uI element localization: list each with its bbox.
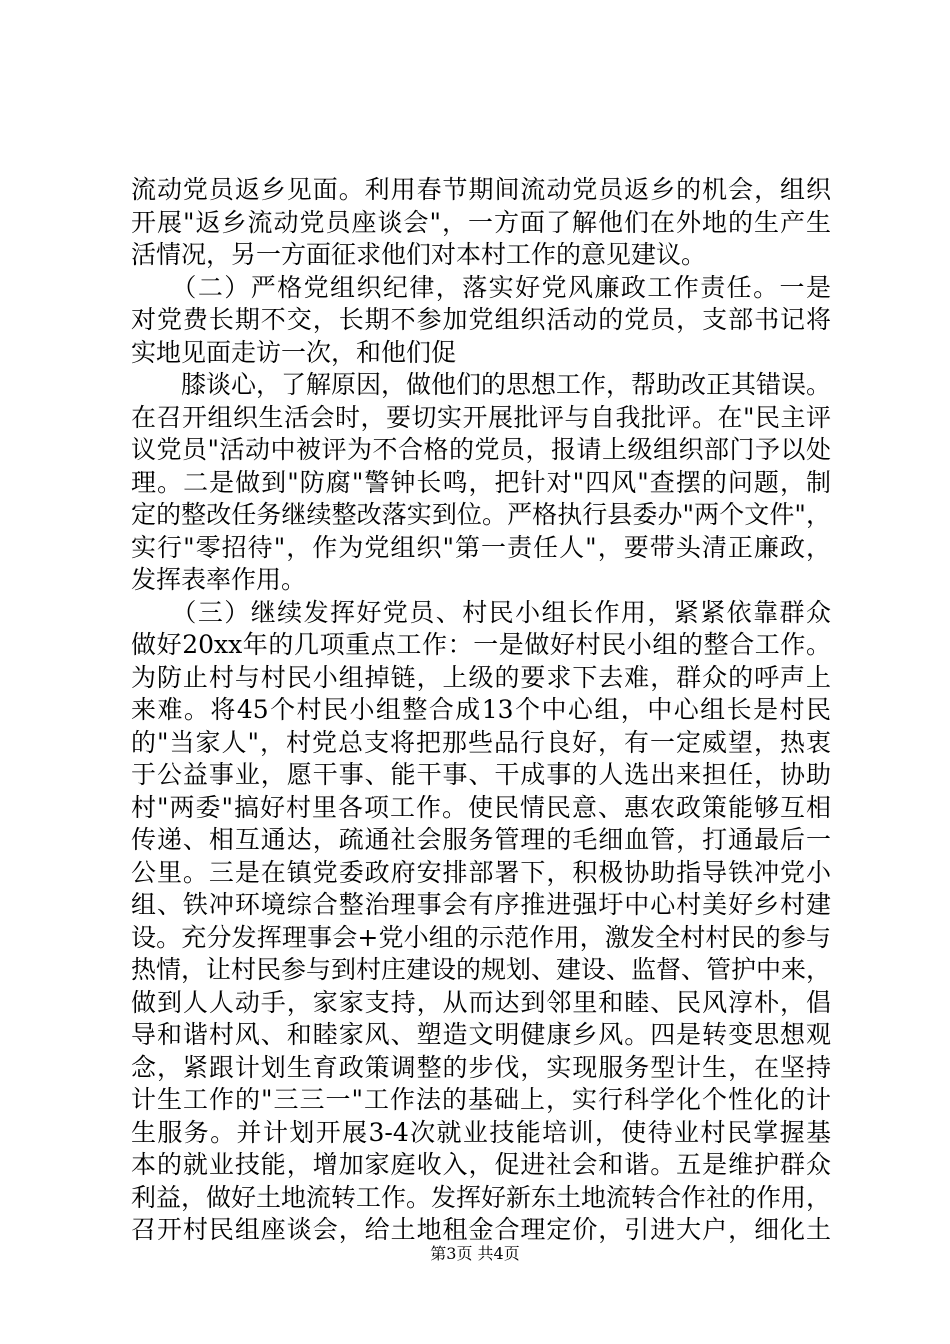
text-line: 在召开组织生活会时，要切实开展批评与自我批评。在"民主评 — [131, 402, 831, 432]
text-line: 为防止村与村民小组掉链，上级的要求下去难，群众的呼声上 — [131, 662, 831, 692]
text-line: 活情况，另一方面征求他们对本村工作的意见建议。 — [131, 240, 707, 269]
text-line: 来难。将45个村民小组整合成13个中心组，中心组长是村民 — [131, 695, 831, 724]
text-line: 公里。三是在镇党委政府安排部署下，积极协助指导铁冲党小 — [131, 857, 831, 887]
page-footer: 第3页 共4页 — [430, 1244, 520, 1263]
text-line: 理。二是做到"防腐"警钟长鸣，把针对"四风"查摆的问题，制 — [131, 467, 831, 497]
text-line: （三）继续发挥好党员、村民小组长作用，紧紧依靠群众 — [131, 597, 831, 627]
text-line: 于公益事业，愿干事、能干事、干成事的人选出来担任，协助 — [131, 760, 831, 789]
text-line: 组、铁冲环境综合整治理事会有序推进强圩中心村美好乡村建 — [131, 890, 831, 919]
text-line: 对党费长期不交，长期不参加党组织活动的党员，支部书记将 — [131, 305, 831, 334]
text-line: 实行"零招待"，作为党组织"第一责任人"，要带头清正廉政， — [131, 532, 831, 562]
text-line: 设。充分发挥理事会+党小组的示范作用，激发全村村民的参与 — [131, 922, 831, 952]
text-line: 流动党员返乡见面。利用春节期间流动党员返乡的机会，组织 — [131, 175, 831, 204]
text-line: 召开村民组座谈会，给土地租金合理定价，引进大户，细化土 — [131, 1215, 831, 1244]
text-line: 热情，让村民参与到村庄建设的规划、建设、监督、管护中来， — [131, 955, 832, 984]
text-line: 发挥表率作用。 — [131, 565, 307, 594]
text-line: 村"两委"搞好村里各项工作。使民情民意、惠农政策能够互相 — [131, 792, 831, 822]
text-line: 本的就业技能，增加家庭收入，促进社会和谐。五是维护群众 — [131, 1150, 831, 1179]
text-line: 生服务。并计划开展3-4次就业技能培训，使待业村民掌握基 — [131, 1117, 831, 1147]
text-line: 计生工作的"三三一"工作法的基础上，实行科学化个性化的计 — [131, 1085, 831, 1114]
text-line: 议党员"活动中被评为不合格的党员，报请上级组织部门予以处 — [131, 435, 831, 464]
text-line: 传递、相互通达，疏通社会服务管理的毛细血管，打通最后一 — [131, 825, 831, 854]
text-line: 膝谈心，了解原因，做他们的思想工作，帮助改正其错误。 — [131, 370, 832, 399]
text-line: 的"当家人"，村党总支将把那些品行良好，有一定威望，热衷 — [131, 727, 831, 757]
text-line: 做好20xx年的几项重点工作：一是做好村民小组的整合工作。 — [131, 630, 831, 659]
text-line: 开展"返乡流动党员座谈会"，一方面了解他们在外地的生产生 — [131, 207, 831, 237]
text-line: 做到人人动手，家家支持，从而达到邻里和睦、民风淳朴，倡 — [131, 987, 831, 1017]
text-line: （二）严格党组织纪律，落实好党风廉政工作责任。一是 — [131, 272, 831, 302]
body-text — [131, 174, 831, 1247]
text-line: 实地见面走访一次，和他们促 — [131, 337, 457, 367]
text-line: 利益，做好土地流转工作。发挥好新东土地流转合作社的作用， — [131, 1182, 832, 1212]
text-line: 定的整改任务继续整改落实到位。严格执行县委办"两个文件"， — [131, 500, 831, 529]
text-line: 导和谐村风、和睦家风、塑造文明健康乡风。四是转变思想观 — [131, 1020, 831, 1049]
text-line: 念，紧跟计划生育政策调整的步伐，实现服务型计生，在坚持 — [131, 1052, 831, 1082]
